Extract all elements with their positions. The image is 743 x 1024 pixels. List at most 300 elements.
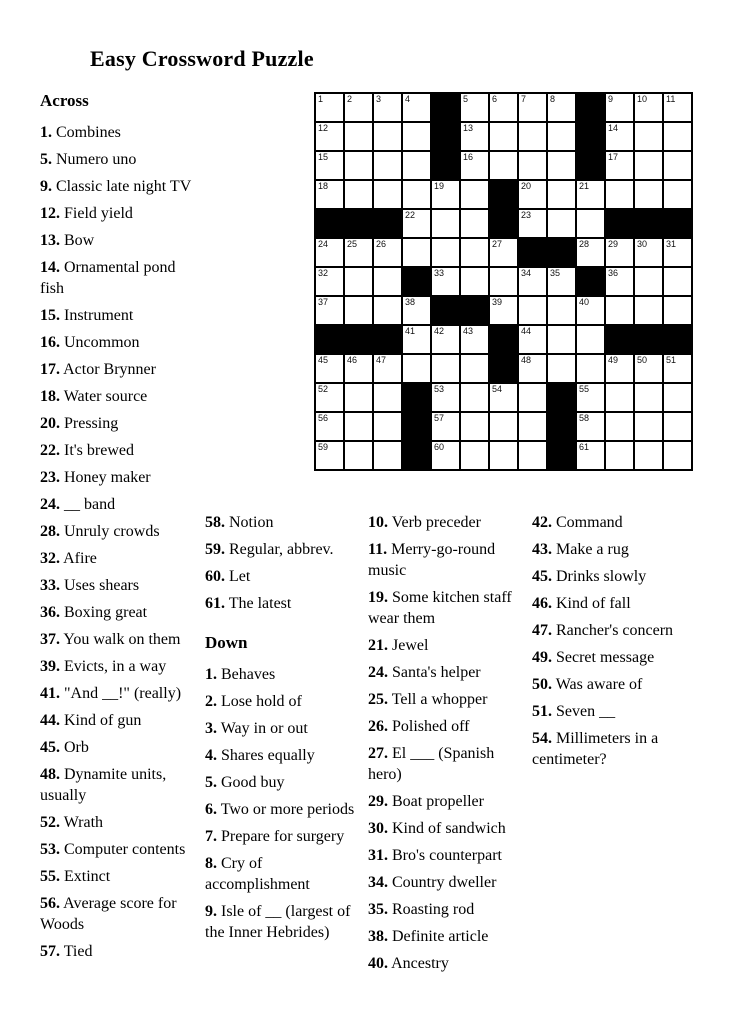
cell-number: 19 bbox=[434, 181, 445, 191]
cell-number: 1 bbox=[318, 94, 324, 104]
clue-number: 27. bbox=[368, 745, 388, 762]
clue-across-13: 13. Bow bbox=[40, 232, 95, 249]
grid-cell[interactable] bbox=[635, 239, 662, 266]
grid-cell[interactable] bbox=[461, 123, 488, 150]
grid-cell[interactable] bbox=[316, 94, 343, 121]
grid-cell[interactable] bbox=[548, 268, 575, 295]
grid-cell[interactable] bbox=[606, 442, 633, 469]
grid-cell[interactable] bbox=[577, 210, 604, 237]
clue-number: 22. bbox=[40, 442, 60, 459]
clue-number: 57. bbox=[40, 943, 60, 960]
clue-down-3: 3. Way in or out bbox=[205, 720, 308, 737]
grid-cell[interactable] bbox=[461, 413, 488, 440]
grid-cell-black bbox=[432, 152, 459, 179]
clue-number: 58. bbox=[205, 514, 225, 531]
clue-down-10: 10. Verb preceder bbox=[368, 514, 481, 531]
grid-cell[interactable] bbox=[606, 268, 633, 295]
grid-cell[interactable] bbox=[577, 181, 604, 208]
cell-number: 29 bbox=[608, 239, 619, 249]
grid-cell-black bbox=[345, 210, 372, 237]
grid-cell[interactable] bbox=[403, 181, 430, 208]
grid-cell[interactable] bbox=[345, 413, 372, 440]
grid-cell[interactable] bbox=[548, 181, 575, 208]
cell-number: 8 bbox=[550, 94, 556, 104]
grid-cell[interactable] bbox=[432, 326, 459, 353]
grid-cell[interactable] bbox=[548, 94, 575, 121]
clue-number: 49. bbox=[532, 649, 552, 666]
grid-cell[interactable] bbox=[635, 355, 662, 382]
clue-down-24: 24. Santa's helper bbox=[368, 664, 481, 681]
grid-cell[interactable] bbox=[432, 181, 459, 208]
clue-across-22: 22. It's brewed bbox=[40, 442, 134, 459]
grid-cell[interactable] bbox=[403, 210, 430, 237]
grid-cell[interactable] bbox=[519, 355, 546, 382]
grid-cell[interactable] bbox=[345, 297, 372, 324]
grid-cell[interactable] bbox=[490, 123, 517, 150]
clue-number: 55. bbox=[40, 868, 60, 885]
cell-number: 55 bbox=[579, 384, 590, 394]
grid-cell[interactable] bbox=[635, 268, 662, 295]
grid-cell[interactable] bbox=[374, 152, 401, 179]
cell-number: 33 bbox=[434, 268, 445, 278]
cell-number: 28 bbox=[579, 239, 590, 249]
clue-across-23: 23. Honey maker bbox=[40, 469, 151, 486]
grid-cell[interactable] bbox=[548, 123, 575, 150]
grid-cell-black bbox=[432, 94, 459, 121]
grid-cell-black bbox=[403, 384, 430, 411]
grid-cell[interactable] bbox=[606, 123, 633, 150]
grid-cell[interactable] bbox=[664, 413, 691, 440]
grid-cell[interactable] bbox=[461, 181, 488, 208]
cell-number: 5 bbox=[463, 94, 469, 104]
cell-number: 49 bbox=[608, 355, 619, 365]
clue-down-5: 5. Good buy bbox=[205, 774, 285, 791]
grid-cell[interactable] bbox=[461, 355, 488, 382]
grid-cell[interactable] bbox=[490, 413, 517, 440]
cell-number: 24 bbox=[318, 239, 329, 249]
cell-number: 25 bbox=[347, 239, 358, 249]
clue-number: 1. bbox=[205, 666, 217, 683]
clue-number: 41. bbox=[40, 685, 60, 702]
grid-cell[interactable] bbox=[635, 442, 662, 469]
grid-cell[interactable] bbox=[577, 355, 604, 382]
clue-number: 9. bbox=[205, 903, 217, 920]
grid-cell-black bbox=[577, 94, 604, 121]
grid-cell[interactable] bbox=[490, 442, 517, 469]
grid-cell[interactable] bbox=[403, 94, 430, 121]
grid-cell[interactable] bbox=[374, 413, 401, 440]
grid-cell[interactable] bbox=[606, 94, 633, 121]
clue-down-45: 45. Drinks slowly bbox=[532, 568, 647, 585]
grid-cell[interactable] bbox=[664, 355, 691, 382]
grid-cell[interactable] bbox=[664, 152, 691, 179]
grid-cell[interactable] bbox=[345, 239, 372, 266]
grid-cell[interactable] bbox=[345, 181, 372, 208]
clue-number: 15. bbox=[40, 307, 60, 324]
grid-cell[interactable] bbox=[519, 94, 546, 121]
cell-number: 37 bbox=[318, 297, 329, 307]
clues-column-2 bbox=[205, 512, 357, 949]
clue-number: 39. bbox=[40, 658, 60, 675]
clue-across-17: 17. Actor Brynner bbox=[40, 361, 156, 378]
cell-number: 59 bbox=[318, 442, 329, 452]
grid-cell[interactable] bbox=[461, 326, 488, 353]
clue-down-30: 30. Kind of sandwich bbox=[368, 820, 506, 837]
clue-number: 35. bbox=[368, 901, 388, 918]
grid-cell[interactable] bbox=[606, 413, 633, 440]
clue-number: 59. bbox=[205, 541, 225, 558]
clue-across-28: 28. Unruly crowds bbox=[40, 523, 160, 540]
grid-cell[interactable] bbox=[461, 268, 488, 295]
grid-cell[interactable] bbox=[548, 210, 575, 237]
clue-down-34: 34. Country dweller bbox=[368, 874, 497, 891]
clue-number: 25. bbox=[368, 691, 388, 708]
grid-cell[interactable] bbox=[490, 297, 517, 324]
grid-cell[interactable] bbox=[403, 123, 430, 150]
cell-number: 35 bbox=[550, 268, 561, 278]
grid-cell[interactable] bbox=[606, 384, 633, 411]
grid-cell[interactable] bbox=[548, 326, 575, 353]
cell-number: 2 bbox=[347, 94, 353, 104]
cell-number: 45 bbox=[318, 355, 329, 365]
grid-cell[interactable] bbox=[519, 442, 546, 469]
grid-cell[interactable] bbox=[664, 268, 691, 295]
grid-cell[interactable] bbox=[664, 123, 691, 150]
grid-cell-black bbox=[345, 326, 372, 353]
grid-cell[interactable] bbox=[316, 413, 343, 440]
cell-number: 54 bbox=[492, 384, 503, 394]
cell-number: 14 bbox=[608, 123, 619, 133]
clues-column-3 bbox=[368, 512, 528, 980]
grid-cell[interactable] bbox=[345, 123, 372, 150]
across-clue-list-2 bbox=[205, 512, 357, 614]
grid-cell[interactable] bbox=[519, 152, 546, 179]
down-clue-list-3 bbox=[532, 512, 694, 770]
across-heading: Across bbox=[40, 91, 89, 110]
crossword-grid bbox=[314, 92, 693, 471]
clue-number: 16. bbox=[40, 334, 60, 351]
clue-down-2: 2. Lose hold of bbox=[205, 693, 302, 710]
clue-across-36: 36. Boxing great bbox=[40, 604, 148, 621]
clue-down-40: 40. Ancestry bbox=[368, 955, 449, 972]
grid-cell[interactable] bbox=[316, 384, 343, 411]
grid-cell[interactable] bbox=[606, 152, 633, 179]
grid-cell[interactable] bbox=[403, 152, 430, 179]
across-clue-list-1 bbox=[40, 122, 198, 962]
clue-down-50: 50. Was aware of bbox=[532, 676, 643, 693]
grid-cell-black bbox=[577, 152, 604, 179]
grid-cell[interactable] bbox=[374, 268, 401, 295]
clue-number: 11. bbox=[368, 541, 388, 558]
grid-cell[interactable] bbox=[664, 297, 691, 324]
grid-cell[interactable] bbox=[606, 239, 633, 266]
grid-cell[interactable] bbox=[316, 239, 343, 266]
grid-cell[interactable] bbox=[635, 413, 662, 440]
grid-cell[interactable] bbox=[345, 384, 372, 411]
cell-number: 50 bbox=[637, 355, 648, 365]
clue-number: 2. bbox=[205, 693, 217, 710]
grid-cell[interactable] bbox=[635, 297, 662, 324]
grid-cell[interactable] bbox=[461, 94, 488, 121]
grid-cell[interactable] bbox=[548, 297, 575, 324]
clue-number: 37. bbox=[40, 631, 60, 648]
grid-cell[interactable] bbox=[664, 181, 691, 208]
clue-number: 17. bbox=[40, 361, 60, 378]
grid-cell[interactable] bbox=[432, 239, 459, 266]
clue-down-26: 26. Polished off bbox=[368, 718, 470, 735]
cell-number: 23 bbox=[521, 210, 532, 220]
grid-cell-black bbox=[403, 442, 430, 469]
clue-across-1: 1. Combines bbox=[40, 124, 121, 141]
grid-cell[interactable] bbox=[316, 442, 343, 469]
grid-cell[interactable] bbox=[664, 442, 691, 469]
grid-cell[interactable] bbox=[374, 123, 401, 150]
grid-cell[interactable] bbox=[432, 355, 459, 382]
grid-cell[interactable] bbox=[577, 326, 604, 353]
clue-number: 54. bbox=[532, 730, 552, 747]
cell-number: 40 bbox=[579, 297, 590, 307]
cell-number: 3 bbox=[376, 94, 382, 104]
grid-cell[interactable] bbox=[403, 326, 430, 353]
clue-number: 23. bbox=[40, 469, 60, 486]
grid-cell[interactable] bbox=[403, 297, 430, 324]
clue-across-16: 16. Uncommon bbox=[40, 334, 140, 351]
page-title: Easy Crossword Puzzle bbox=[90, 46, 314, 71]
grid-cell-black bbox=[490, 355, 517, 382]
clue-number: 51. bbox=[532, 703, 552, 720]
clue-across-48: 48. Dynamite units, usually bbox=[40, 766, 167, 804]
clue-number: 5. bbox=[40, 151, 52, 168]
grid-cell-black bbox=[548, 442, 575, 469]
grid-cell[interactable] bbox=[548, 152, 575, 179]
clue-across-61: 61. The latest bbox=[205, 595, 292, 612]
grid-cell[interactable] bbox=[548, 355, 575, 382]
grid-cell[interactable] bbox=[432, 384, 459, 411]
grid-cell[interactable] bbox=[403, 239, 430, 266]
cell-number: 10 bbox=[637, 94, 648, 104]
clue-number: 30. bbox=[368, 820, 388, 837]
grid-cell[interactable] bbox=[490, 384, 517, 411]
grid-cell-black bbox=[548, 413, 575, 440]
clue-number: 3. bbox=[205, 720, 217, 737]
grid-cell[interactable] bbox=[519, 326, 546, 353]
clue-number: 7. bbox=[205, 828, 217, 845]
grid-cell-black bbox=[577, 268, 604, 295]
clue-across-53: 53. Computer contents bbox=[40, 841, 186, 858]
clue-number: 20. bbox=[40, 415, 60, 432]
clue-across-15: 15. Instrument bbox=[40, 307, 134, 324]
grid-cell[interactable] bbox=[577, 239, 604, 266]
clue-number: 45. bbox=[532, 568, 552, 585]
grid-cell-black bbox=[374, 210, 401, 237]
clue-across-45: 45. Orb bbox=[40, 739, 89, 756]
grid-cell[interactable] bbox=[606, 297, 633, 324]
grid-cell[interactable] bbox=[519, 384, 546, 411]
clue-down-54: 54. Millimeters in a centimeter? bbox=[532, 730, 659, 768]
grid-cell[interactable] bbox=[345, 152, 372, 179]
grid-cell[interactable] bbox=[316, 123, 343, 150]
grid-cell[interactable] bbox=[374, 442, 401, 469]
grid-cell[interactable] bbox=[432, 413, 459, 440]
grid-cell[interactable] bbox=[374, 181, 401, 208]
grid-cell[interactable] bbox=[635, 123, 662, 150]
grid-cell[interactable] bbox=[519, 210, 546, 237]
across-clues-column bbox=[40, 90, 198, 968]
grid-cell[interactable] bbox=[664, 239, 691, 266]
clue-across-5: 5. Numero uno bbox=[40, 151, 137, 168]
down-clue-list-1 bbox=[205, 664, 357, 943]
grid-cell-black bbox=[432, 123, 459, 150]
clue-down-7: 7. Prepare for surgery bbox=[205, 828, 345, 845]
clue-number: 19. bbox=[368, 589, 388, 606]
clue-number: 9. bbox=[40, 178, 52, 195]
cell-number: 6 bbox=[492, 94, 498, 104]
clue-across-57: 57. Tied bbox=[40, 943, 93, 960]
grid-cell-black bbox=[403, 413, 430, 440]
cell-number: 4 bbox=[405, 94, 411, 104]
clue-across-18: 18. Water source bbox=[40, 388, 148, 405]
clue-number: 36. bbox=[40, 604, 60, 621]
cell-number: 16 bbox=[463, 152, 474, 162]
grid-cell[interactable] bbox=[490, 268, 517, 295]
cell-number: 26 bbox=[376, 239, 387, 249]
grid-cell[interactable] bbox=[635, 94, 662, 121]
down-clue-list-2 bbox=[368, 512, 528, 974]
cell-number: 7 bbox=[521, 94, 527, 104]
grid-cell[interactable] bbox=[316, 268, 343, 295]
grid-cell[interactable] bbox=[519, 297, 546, 324]
grid-cell[interactable] bbox=[432, 442, 459, 469]
clue-number: 40. bbox=[368, 955, 388, 972]
grid-cell[interactable] bbox=[519, 268, 546, 295]
grid-cell[interactable] bbox=[577, 384, 604, 411]
grid-cell[interactable] bbox=[519, 413, 546, 440]
clues-column-4 bbox=[532, 512, 694, 776]
grid-cell-black bbox=[316, 210, 343, 237]
grid-cell-black bbox=[461, 297, 488, 324]
grid-cell[interactable] bbox=[577, 413, 604, 440]
grid-cell-black bbox=[664, 210, 691, 237]
grid-cell[interactable] bbox=[490, 152, 517, 179]
cell-number: 58 bbox=[579, 413, 590, 423]
grid-cell[interactable] bbox=[461, 239, 488, 266]
clue-number: 10. bbox=[368, 514, 388, 531]
cell-number: 41 bbox=[405, 326, 416, 336]
clue-number: 42. bbox=[532, 514, 552, 531]
grid-cell[interactable] bbox=[606, 355, 633, 382]
grid-cell-black bbox=[606, 326, 633, 353]
clue-number: 26. bbox=[368, 718, 388, 735]
clue-number: 56. bbox=[40, 895, 60, 912]
grid-cell[interactable] bbox=[490, 94, 517, 121]
grid-cell[interactable] bbox=[316, 355, 343, 382]
cell-number: 15 bbox=[318, 152, 329, 162]
clue-number: 24. bbox=[368, 664, 388, 681]
grid-cell[interactable] bbox=[461, 442, 488, 469]
cell-number: 48 bbox=[521, 355, 532, 365]
clue-down-31: 31. Bro's counterpart bbox=[368, 847, 502, 864]
clue-across-60: 60. Let bbox=[205, 568, 251, 585]
grid-cell[interactable] bbox=[345, 94, 372, 121]
grid-cell[interactable] bbox=[403, 355, 430, 382]
clue-down-11: 11. Merry-go-round music bbox=[368, 541, 496, 579]
grid-cell[interactable] bbox=[461, 384, 488, 411]
clue-across-59: 59. Regular, abbrev. bbox=[205, 541, 334, 558]
grid-cell[interactable] bbox=[664, 94, 691, 121]
grid-cell[interactable] bbox=[461, 152, 488, 179]
grid-cell[interactable] bbox=[374, 297, 401, 324]
clue-down-46: 46. Kind of fall bbox=[532, 595, 631, 612]
clue-number: 5. bbox=[205, 774, 217, 791]
grid-cell[interactable] bbox=[374, 94, 401, 121]
cell-number: 36 bbox=[608, 268, 619, 278]
cell-number: 46 bbox=[347, 355, 358, 365]
clue-down-38: 38. Definite article bbox=[368, 928, 489, 945]
grid-cell[interactable] bbox=[345, 442, 372, 469]
grid-cell[interactable] bbox=[490, 239, 517, 266]
clue-down-6: 6. Two or more periods bbox=[205, 801, 355, 818]
grid-cell[interactable] bbox=[664, 384, 691, 411]
grid-cell[interactable] bbox=[345, 268, 372, 295]
grid-cell[interactable] bbox=[316, 297, 343, 324]
clue-across-24: 24. __ band bbox=[40, 496, 116, 513]
grid-cell-black bbox=[316, 326, 343, 353]
grid-cell[interactable] bbox=[519, 123, 546, 150]
grid-cell[interactable] bbox=[577, 442, 604, 469]
clue-down-8: 8. Cry of accomplishment bbox=[205, 855, 310, 893]
grid-cell-black bbox=[403, 268, 430, 295]
grid-cell[interactable] bbox=[374, 384, 401, 411]
grid-cell[interactable] bbox=[316, 181, 343, 208]
grid-cell-black bbox=[635, 210, 662, 237]
grid-cell-black bbox=[490, 326, 517, 353]
grid-cell[interactable] bbox=[635, 181, 662, 208]
clue-across-14: 14. Ornamental pond fish bbox=[40, 259, 176, 297]
grid-cell[interactable] bbox=[432, 268, 459, 295]
cell-number: 32 bbox=[318, 268, 329, 278]
grid-cell[interactable] bbox=[635, 384, 662, 411]
clue-number: 32. bbox=[40, 550, 60, 567]
clue-number: 61. bbox=[205, 595, 225, 612]
grid-cell[interactable] bbox=[432, 210, 459, 237]
clue-number: 8. bbox=[205, 855, 217, 872]
clue-down-35: 35. Roasting rod bbox=[368, 901, 475, 918]
grid-cell[interactable] bbox=[374, 355, 401, 382]
clue-across-58: 58. Notion bbox=[205, 514, 274, 531]
grid-cell[interactable] bbox=[374, 239, 401, 266]
clue-number: 53. bbox=[40, 841, 60, 858]
down-heading: Down bbox=[205, 633, 248, 652]
clue-down-47: 47. Rancher's concern bbox=[532, 622, 674, 639]
clue-down-43: 43. Make a rug bbox=[532, 541, 629, 558]
grid-cell[interactable] bbox=[519, 181, 546, 208]
grid-cell[interactable] bbox=[345, 355, 372, 382]
clue-number: 12. bbox=[40, 205, 60, 222]
grid-cell-black bbox=[490, 210, 517, 237]
cell-number: 31 bbox=[666, 239, 677, 249]
clue-number: 13. bbox=[40, 232, 60, 249]
cell-number: 22 bbox=[405, 210, 416, 220]
cell-number: 20 bbox=[521, 181, 532, 191]
grid-cell[interactable] bbox=[316, 152, 343, 179]
grid-cell[interactable] bbox=[635, 152, 662, 179]
cell-number: 17 bbox=[608, 152, 619, 162]
grid-cell[interactable] bbox=[577, 297, 604, 324]
grid-cell[interactable] bbox=[461, 210, 488, 237]
clue-down-51: 51. Seven __ bbox=[532, 703, 616, 720]
grid-cell[interactable] bbox=[606, 181, 633, 208]
clue-number: 45. bbox=[40, 739, 60, 756]
